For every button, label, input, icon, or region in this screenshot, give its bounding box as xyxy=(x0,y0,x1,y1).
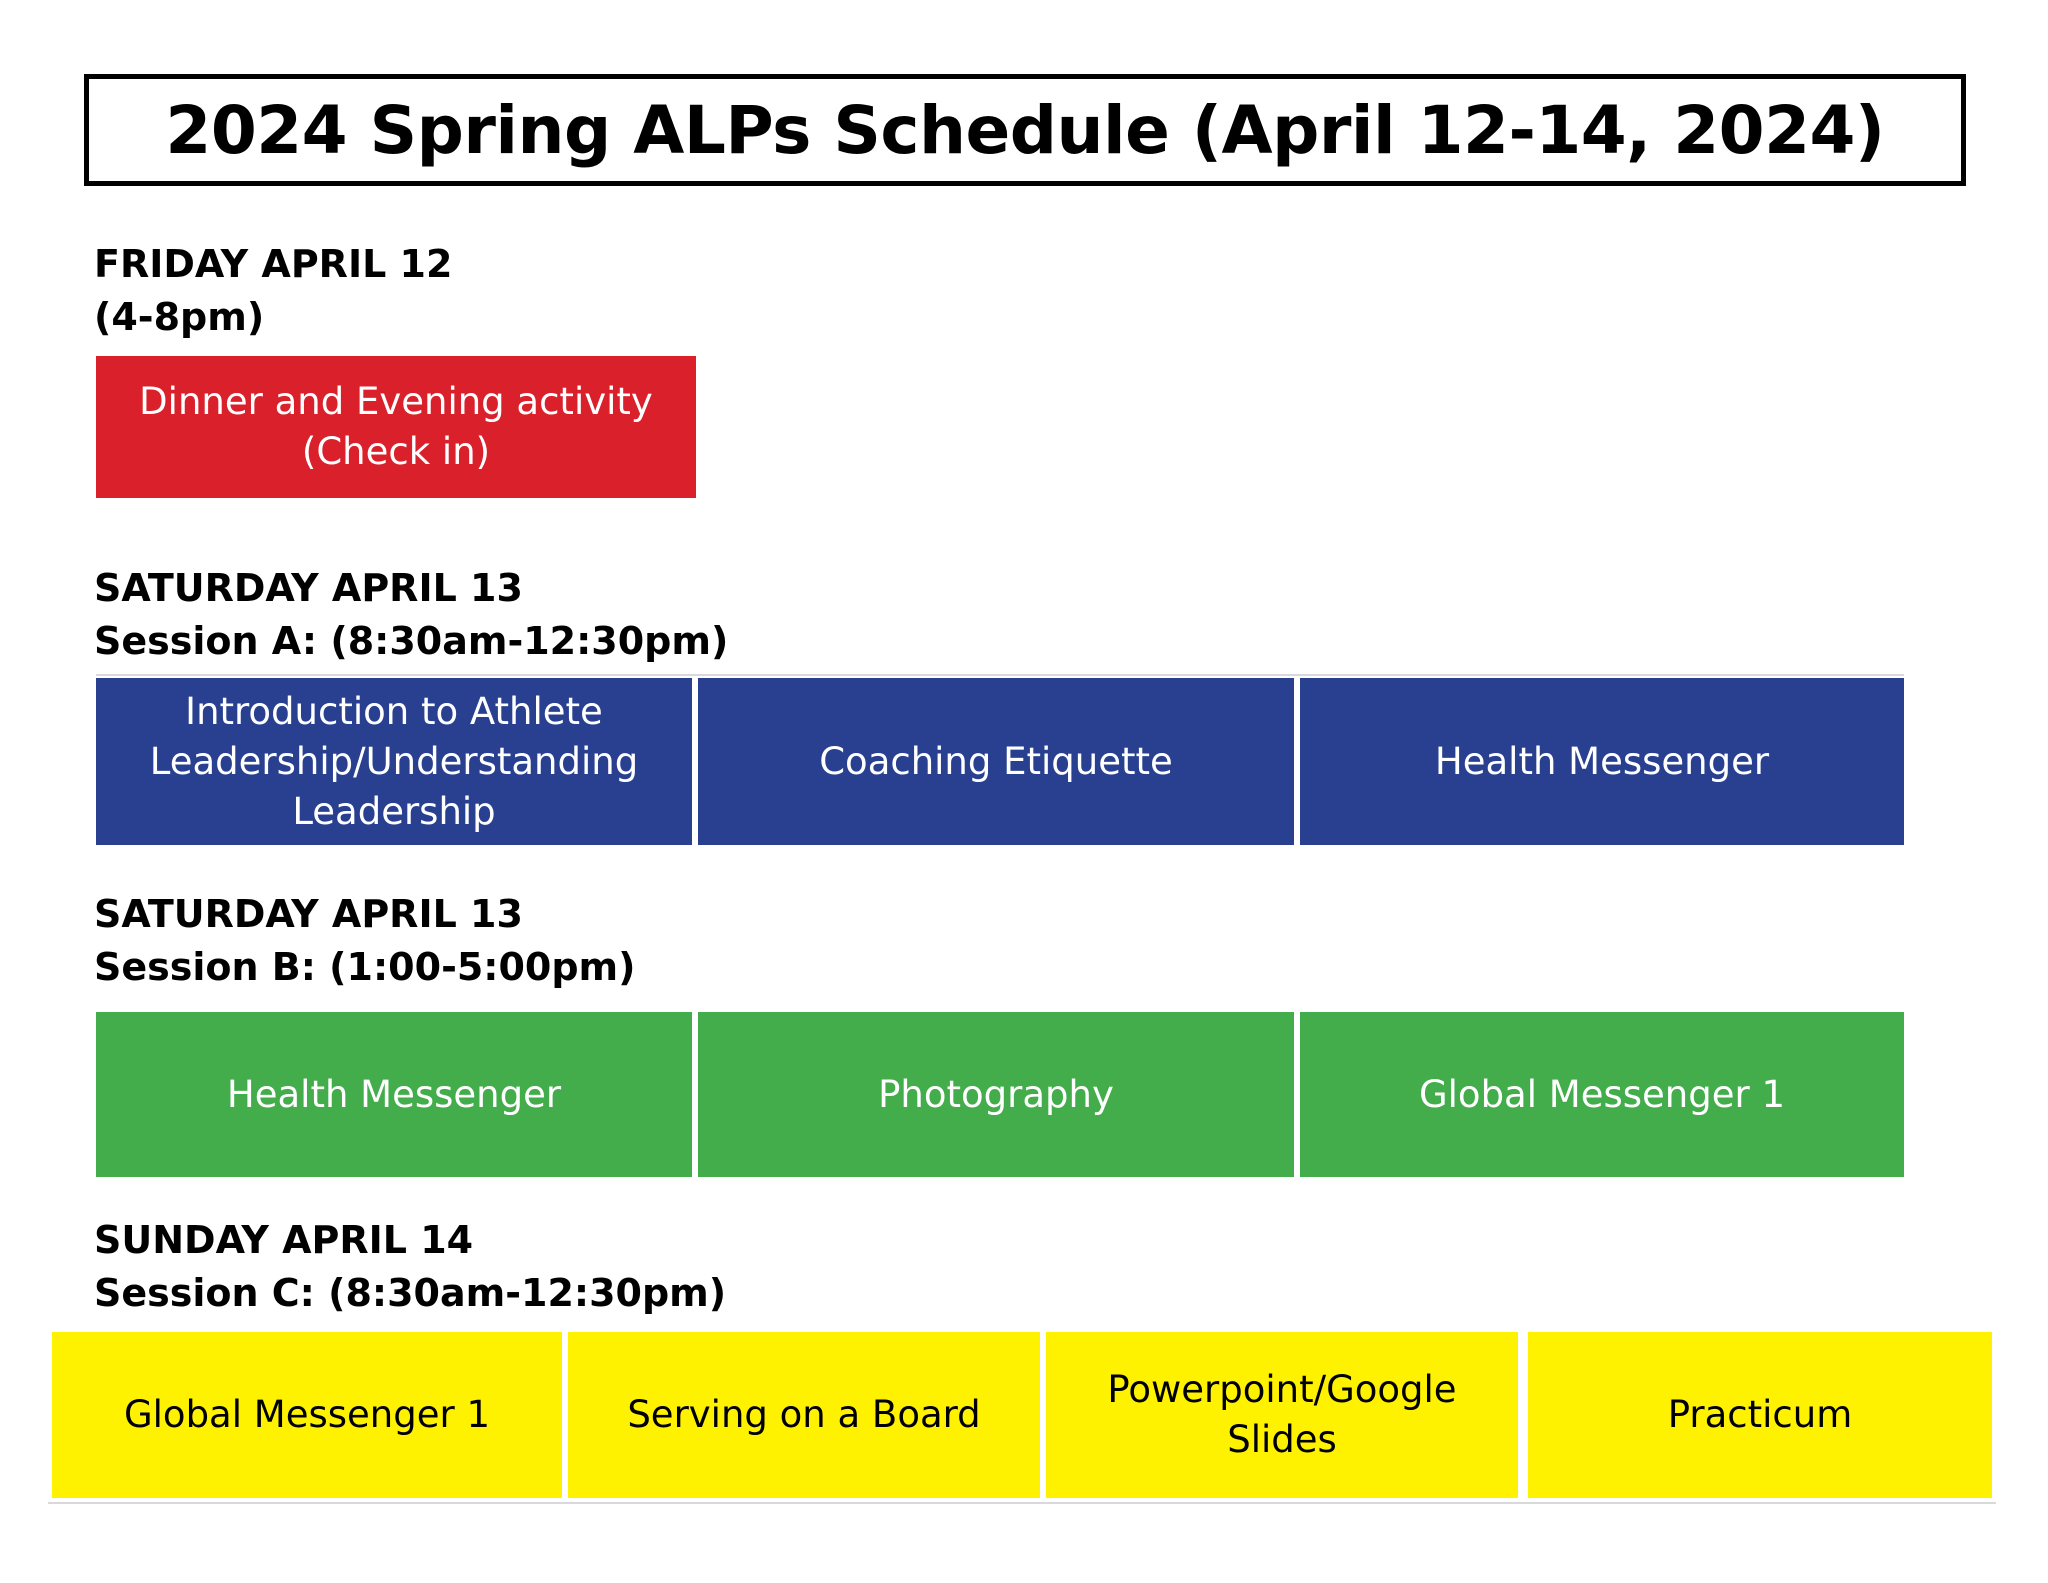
session-b-block-3: Global Messenger 1 xyxy=(1300,1012,1904,1177)
session-a-block-1: Introduction to Athlete Leadership/Understanding Leadership xyxy=(96,678,692,845)
session-c-day-label: SUNDAY APRIL 14 xyxy=(94,1218,474,1262)
session-b-heading xyxy=(94,888,636,994)
session-c-heading xyxy=(94,1214,726,1320)
friday-day-label: FRIDAY APRIL 12 xyxy=(94,242,453,286)
page-title: 2024 Spring ALPs Schedule (April 12-14, 2024) xyxy=(165,91,1885,169)
session-a-time-label: Session A: (8:30am-12:30pm) xyxy=(94,619,729,663)
session-c-bottom-rule xyxy=(48,1502,1996,1504)
friday-activity-block: Dinner and Evening activity (Check in) xyxy=(96,356,696,498)
friday-time-label: (4-8pm) xyxy=(94,295,265,339)
session-b-block-2: Photography xyxy=(698,1012,1294,1177)
session-a-block-3: Health Messenger xyxy=(1300,678,1904,845)
title-box xyxy=(84,74,1966,186)
session-a-day-label: SATURDAY APRIL 13 xyxy=(94,566,523,610)
session-c-block-4: Practicum xyxy=(1528,1332,1992,1498)
session-a-top-rule xyxy=(96,674,1904,676)
session-b-day-label: SATURDAY APRIL 13 xyxy=(94,892,523,936)
session-c-block-3: Powerpoint/Google Slides xyxy=(1046,1332,1518,1498)
session-a-block-2: Coaching Etiquette xyxy=(698,678,1294,845)
session-b-time-label: Session B: (1:00-5:00pm) xyxy=(94,945,636,989)
session-b-block-1: Health Messenger xyxy=(96,1012,692,1177)
session-c-block-1: Global Messenger 1 xyxy=(52,1332,562,1498)
session-c-time-label: Session C: (8:30am-12:30pm) xyxy=(94,1271,727,1315)
session-c-block-2: Serving on a Board xyxy=(568,1332,1040,1498)
session-a-heading xyxy=(94,562,728,668)
friday-heading xyxy=(94,238,452,344)
